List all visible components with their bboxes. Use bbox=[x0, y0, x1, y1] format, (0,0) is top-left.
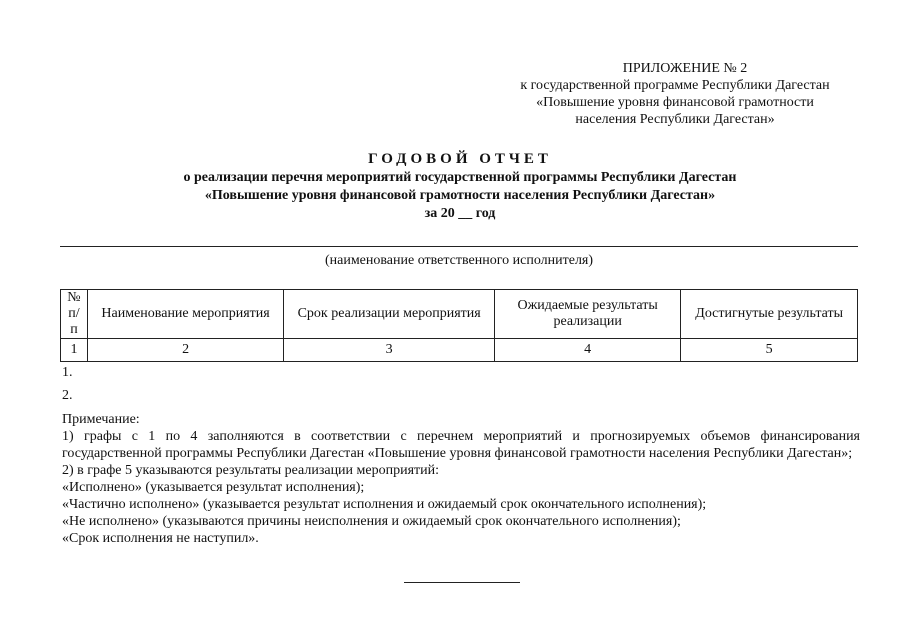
report-year-line: за 20 __ год bbox=[424, 206, 496, 221]
appendix-block bbox=[470, 60, 880, 128]
appendix-line: населения Республики Дагестан» bbox=[575, 112, 775, 127]
header-cell-expected: Ожидаемые результаты реализации bbox=[495, 290, 681, 339]
table-header-row bbox=[61, 290, 858, 339]
note-paragraph: 2) в графе 5 указываются результаты реализации мероприятий: bbox=[62, 463, 440, 478]
header-cell-number: № п/п bbox=[61, 290, 88, 339]
column-number-cell: 5 bbox=[681, 339, 858, 362]
column-number-cell: 1 bbox=[61, 339, 88, 362]
closing-rule bbox=[404, 582, 520, 583]
report-title: ГОДОВОЙ ОТЧЕТ bbox=[368, 151, 552, 167]
column-number-cell: 3 bbox=[284, 339, 495, 362]
note-paragraph: 1) графы с 1 по 4 заполняются в соответствии с перечнем мероприятий и прогнозируемых объемов финансирования государственной программы Республики Дагестан «Повышение уровня финансовой грамотности населения Республики Дагестан»; bbox=[62, 429, 860, 461]
notes-block bbox=[62, 411, 860, 547]
list-item: 2. bbox=[62, 388, 73, 403]
executor-caption: (наименование ответственного исполнителя) bbox=[324, 253, 594, 268]
appendix-title: ПРИЛОЖЕНИЕ № 2 bbox=[622, 61, 748, 76]
table-row bbox=[61, 339, 858, 362]
header-cell-term: Срок реализации мероприятия bbox=[284, 290, 495, 339]
executor-underline bbox=[60, 246, 858, 247]
report-subtitle-line: «Повышение уровня финансовой грамотности населения Республики Дагестан» bbox=[204, 188, 716, 203]
status-line: «Срок исполнения не наступил». bbox=[62, 531, 259, 546]
report-table bbox=[60, 289, 858, 362]
report-header bbox=[60, 150, 860, 223]
status-line: «Частично исполнено» (указывается результат исполнения и ожидаемый срок окончательного исполнения); bbox=[62, 497, 707, 512]
appendix-line: к государственной программе Республики Дагестан bbox=[520, 78, 830, 93]
column-number-cell: 2 bbox=[87, 339, 283, 362]
appendix-line: «Повышение уровня финансовой грамотности bbox=[536, 95, 814, 110]
list-item: 1. bbox=[62, 365, 73, 380]
status-line: «Исполнено» (указывается результат исполнения); bbox=[62, 480, 365, 495]
header-cell-achieved: Достигнутые результаты bbox=[681, 290, 858, 339]
notes-heading: Примечание: bbox=[62, 412, 140, 427]
report-subtitle-line: о реализации перечня мероприятий государственной программы Республики Дагестан bbox=[183, 170, 737, 185]
item-list bbox=[62, 364, 73, 410]
header-cell-activity: Наименование мероприятия bbox=[87, 290, 283, 339]
status-line: «Не исполнено» (указываются причины неисполнения и ожидаемый срок окончательного исполнения); bbox=[62, 514, 681, 529]
column-number-cell: 4 bbox=[495, 339, 681, 362]
